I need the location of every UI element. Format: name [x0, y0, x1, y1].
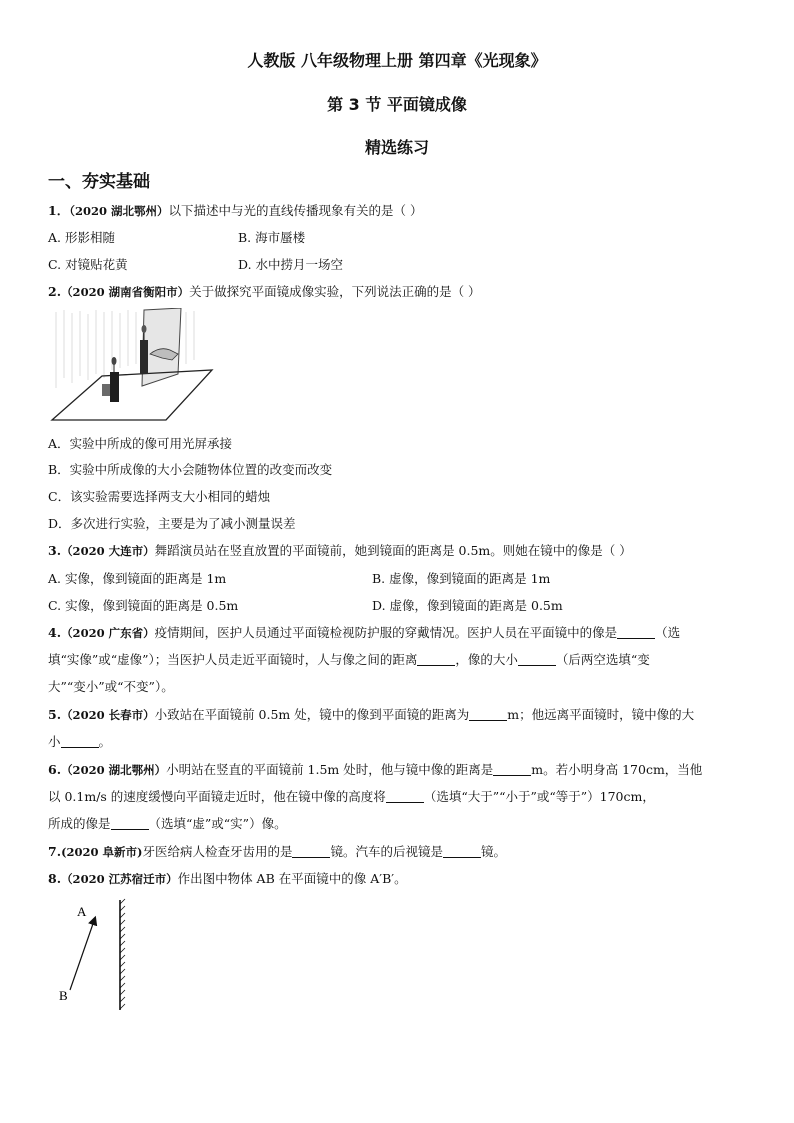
answer-blank[interactable] — [617, 626, 655, 639]
question-text: m；他远离平面镜时，镜中像的大 — [507, 707, 695, 722]
question-number: 5. — [48, 707, 62, 722]
question-text: 以 0.1m/s 的速度缓慢向平面镜走近时，他在镜中像的高度将 — [48, 789, 386, 804]
option-c: C. 实像，像到镜面的距离是 0.5m — [48, 598, 239, 613]
question-text: 镜。 — [481, 844, 507, 859]
question-number: 8. — [48, 871, 62, 886]
section-heading: 一、夯实基础 — [48, 172, 150, 192]
question-stem: 作出图中物体 AB 在平面镜中的像 A′B′。 — [177, 871, 407, 886]
answer-blank[interactable] — [417, 653, 455, 666]
option-a: A．实验中所成的像可用光屏承接 — [48, 436, 233, 451]
question-stem: 舞蹈演员站在竖直放置的平面镜前，她到镜面的距离是 0.5m。则她在镜中的像是（ ） — [154, 543, 632, 558]
question-6 — [48, 762, 702, 778]
experiment-figure — [46, 308, 216, 426]
answer-blank[interactable] — [386, 790, 424, 803]
question-number: 1． — [48, 203, 70, 218]
question-number: 6. — [48, 762, 62, 777]
practice-title: 精选练习 — [364, 138, 429, 157]
question-number: 2. — [48, 284, 62, 299]
answer-blank[interactable] — [61, 735, 99, 748]
question-text: （选填“大于”“小于”或“等于”）170cm， — [423, 789, 655, 804]
question-5-line-2 — [48, 734, 111, 750]
question-2 — [48, 284, 481, 300]
question-text: 。 — [98, 734, 112, 749]
question-source: （2020 大连市） — [61, 544, 155, 558]
question-text: （选填“虚”或“实”）像。 — [148, 816, 287, 831]
question-source: （2020 广东省） — [61, 626, 155, 640]
question-source: (2020 阜新市) — [61, 845, 143, 859]
point-a-label: A — [77, 904, 87, 919]
question-number: 4. — [48, 625, 62, 640]
question-text: 小 — [48, 734, 61, 749]
question-6-line-3 — [48, 816, 287, 832]
question-4-line-2 — [48, 652, 650, 668]
question-8 — [48, 871, 407, 887]
answer-blank[interactable] — [518, 653, 556, 666]
option-a: A. 形影相随 — [48, 230, 115, 245]
option-b: B．实验中所成像的大小会随物体位置的改变而改变 — [48, 462, 333, 477]
question-5 — [48, 707, 694, 723]
question-text: 填“实像”或“虚像”）；当医护人员走近平面镜时，人与像之间的距离 — [48, 652, 418, 667]
question-text: （后两空选填“变 — [555, 652, 650, 667]
question-6-line-2 — [48, 789, 655, 805]
question-text: 所成的像是 — [48, 816, 111, 831]
question-number: 3. — [48, 543, 62, 558]
answer-blank[interactable] — [469, 708, 507, 721]
document-title: 人教版 八年级物理上册 第四章《光现象》 — [247, 51, 547, 70]
mirror-diagram — [50, 896, 140, 1012]
option-b: B. 海市蜃楼 — [238, 230, 306, 245]
option-d: D．多次进行实验，主要是为了减小测量误差 — [48, 516, 296, 531]
answer-blank[interactable] — [493, 763, 531, 776]
question-text: 小致站在平面镜前 0.5m 处，镜中的像到平面镜的距离为 — [154, 707, 470, 722]
question-source: （2020 湖南省衡阳市） — [61, 285, 190, 299]
option-d: D. 虚像，像到镜面的距离是 0.5m — [372, 598, 563, 613]
question-text: 牙医给病人检查牙齿用的是 — [142, 844, 293, 859]
option-c: C．该实验需要选择两支大小相同的蜡烛 — [48, 489, 271, 504]
question-4 — [48, 625, 680, 641]
question-source: （2020 湖北鄂州） — [69, 204, 169, 218]
question-stem: 关于做探究平面镜成像实验，下列说法正确的是（ ） — [189, 284, 481, 299]
question-source: （2020 江苏宿迁市） — [61, 872, 178, 886]
question-source: （2020 湖北鄂州） — [61, 763, 167, 777]
question-text: m。若小明身高 170cm，当他 — [531, 762, 703, 777]
question-3 — [48, 543, 632, 559]
answer-blank[interactable] — [292, 845, 330, 858]
question-stem: 以下描述中与光的直线传播现象有关的是（ ） — [168, 203, 423, 218]
object-arrow-ab — [70, 918, 95, 990]
point-b-label: B — [59, 988, 68, 1003]
question-text: ，像的大小 — [455, 652, 518, 667]
section-subtitle: 第 3 节 平面镜成像 — [327, 95, 467, 114]
question-7 — [48, 844, 506, 860]
answer-blank[interactable] — [443, 845, 481, 858]
option-d: D. 水中捞月一场空 — [238, 257, 344, 272]
option-a: A. 实像，像到镜面的距离是 1m — [48, 571, 227, 586]
option-b: B. 虚像，像到镜面的距离是 1m — [372, 571, 551, 586]
question-number: 7. — [48, 844, 62, 859]
answer-blank[interactable] — [111, 817, 149, 830]
question-1 — [48, 203, 422, 219]
question-source: （2020 长春市） — [61, 708, 155, 722]
option-c: C. 对镜贴花黄 — [48, 257, 128, 272]
question-text: （选 — [655, 625, 681, 640]
question-text: 疫情期间，医护人员通过平面镜检视防护服的穿戴情况。医护人员在平面镜中的像是 — [154, 625, 618, 640]
question-text: 小明站在竖直的平面镜前 1.5m 处时，他与镜中像的距离是 — [166, 762, 494, 777]
question-4-line-3: 大”“变小”或“不变”）。 — [48, 679, 174, 694]
question-text: 镜。汽车的后视镜是 — [330, 844, 443, 859]
